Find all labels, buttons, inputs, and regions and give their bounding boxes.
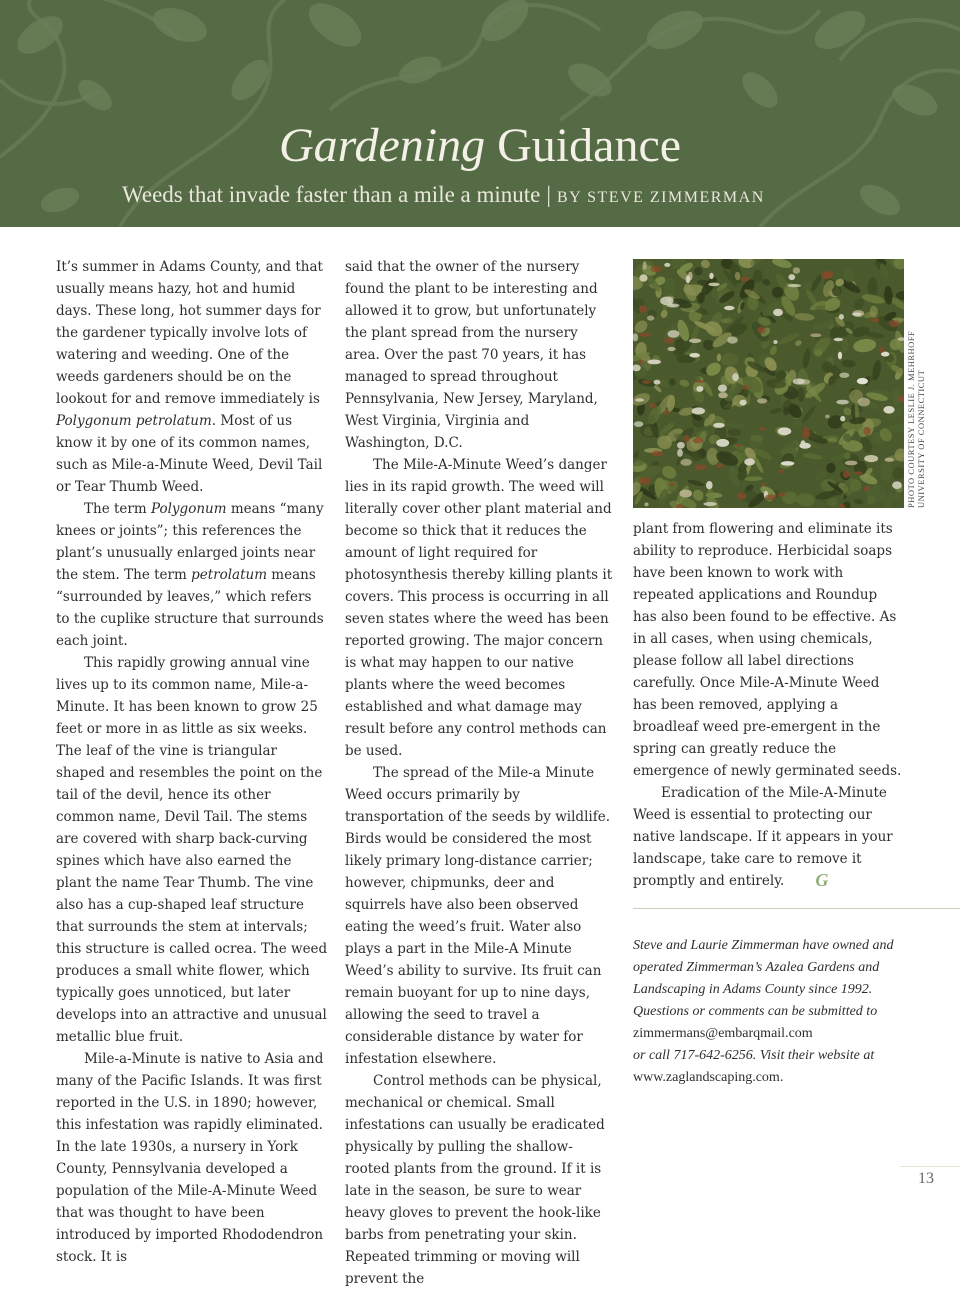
bio-divider [633,908,960,909]
bio-text: Steve and Laurie Zimmerman have owned and operated Zimmerman’s Azalea Gardens and Landscaping in Adams County since 1992. Questions or comments can be submitted to [633,938,894,1019]
article-paragraph [345,256,615,454]
article-column-2 [345,256,615,1290]
article-paragraph [56,652,328,1048]
article-paragraph [56,498,328,652]
weed-photo [633,259,904,508]
paragraph-text: Mile-a-Minute is native to Asia and many of the Pacific Islands. It was first reported in the U.S. in 1890; however, this infestation was rapidly eliminated. In the late 1930s, a nursery in York County, Pennsylvania developed a population of the Mile-A-Minute Weed that was thought to have been introduced by imported Rhododendron stock. It is [56,1051,324,1265]
page-number-rule [900,1166,960,1167]
paragraph-text: It’s summer in Adams County, and that usually means hazy, hot and humid days. These long, hot summer days for the gardener typically involve lots of watering and weeding. One of the weeds gardeners should be on the lookout for and remove immediately is [56,259,323,407]
paragraph-text: This rapidly growing annual vine lives up to its common name, Mile-a-Minute. It has been known to grow 25 feet or more in as little as six weeks. The leaf of the vine is triangular shaped and resembles the point on the tail of the devil, hence its other common name, Devil Tail. The stems are covered with sharp back-curving spines which have also earned the plant the name Tear Thumb. The vine also has a cup-shaped leaf structure that surrounds the stem at intervals; this structure is called ocrea. The weed produces a small white flower, which typically goes unnoticed, but later develops into an attractive and unusual metallic blue fruit. [56,655,328,1045]
article-paragraph [633,518,905,782]
title-italic: Gardening [278,119,486,172]
paragraph-text: said that the owner of the nursery found the plant to be interesting and allowed it to grow, but unfortunately the plant spread from the nursery area. Over the past 70 years, it has managed to spread throughout Pennsylvania, New Jersey, Maryland, West Virginia, Virginia and Washington, D.C. [345,259,598,451]
article-paragraph [56,256,328,498]
end-mark-icon: G [815,870,829,890]
page-subtitle [122,180,765,213]
author-bio [633,935,923,1089]
bio-website[interactable]: www.zaglandscaping.com. [633,1070,784,1085]
article-paragraph [345,1070,615,1290]
article-column-1 [56,256,328,1268]
article-paragraph [345,454,615,762]
paragraph-text: plant from flowering and eliminate its ability to reproduce. Herbicidal soaps have been known to work with repeated applications and Roundup has also been found to be effective. As in all cases, when using chemicals, please follow all label directions carefully. Once Mile-A-Minute Weed has been removed, applying a broadleaf weed pre-emergent in the spring can greatly reduce the emergence of newly germinated seeds. [633,521,902,779]
photo-credit-line-1: PHOTO COURTESY LESLIE J. MEHRHOFF [906,330,916,508]
paragraph-text: The term [84,501,151,517]
bio-email[interactable]: zimmermans@embarqmail.com [633,1026,813,1041]
photo-foliage-image [633,259,904,508]
paragraph-text: Control methods can be physical, mechanical or chemical. Small infestations can usually be eradicated physically by pulling the shallow-rooted plants from the ground. If it is late in the season, be sure to wear heavy gloves to prevent the hook-like barbs from penetrating your skin. Repeated trimming or moving will prevent the [345,1073,605,1287]
header-banner [0,0,960,227]
article-column-3 [633,518,905,892]
photo-credit-line-2: UNIVERSITY OF CONNECTICUT [916,369,926,508]
article-paragraph [633,782,905,892]
subtitle-separator: | [546,182,551,207]
latin-name: Polygonum petrolatum [56,413,212,429]
title-rest: Guidance [497,119,682,172]
paragraph-text: means “surrounded by leaves,” which refers to the cuplike structure that surrounds each joint. [56,567,324,649]
bio-phone-text: or call 717-642-6256. Visit their website at [633,1048,875,1063]
author-byline: BY STEVE ZIMMERMAN [557,189,765,206]
page-number: 13 [918,1170,934,1187]
latin-name: petrolatum [191,567,268,583]
paragraph-text: . Most of us know it by one of its common names, such as Mile-a-Minute Weed, Devil Tail or Tear Thumb Weed. [56,413,323,495]
paragraph-text: The spread of the Mile-a Minute Weed occurs primarily by transportation of the seeds by wildlife. Birds would be considered the most likely primary long-distance carrier; however, chipmunks, deer and squirrels have also been observed eating the weed’s fruit. Water also plays a part in the Mile-A Minute Weed’s ability to survive. Its fruit can remain buoyant for up to nine days, allowing the seed to travel a considerable distance by water for infestation elsewhere. [345,765,610,1067]
page-title [0,118,960,174]
paragraph-text: means “many knees or joints”; this references the plant’s unusually enlarged joints near the stem. The term [56,501,324,583]
article-paragraph [56,1048,328,1268]
photo-credit [906,248,926,508]
latin-name: Polygonum [150,501,227,517]
paragraph-text: Eradication of the Mile-A-Minute Weed is essential to protecting our native landscape. If it appears in your landscape, take care to remove it promptly and entirely. [633,785,893,889]
subtitle-text: Weeds that invade faster than a mile a minute [122,182,541,207]
article-paragraph [345,762,615,1070]
paragraph-text: The Mile-A-Minute Weed’s danger lies in its rapid growth. The weed will literally cover other plant material and become so thick that it reduces the amount of light required for photosynthesis thereby killing plants it covers. This process is occurring in all seven states where the weed has been reported growing. The major concern is what may happen to our native plants where the weed becomes established and what damage may result before any control methods can be used. [345,457,613,759]
